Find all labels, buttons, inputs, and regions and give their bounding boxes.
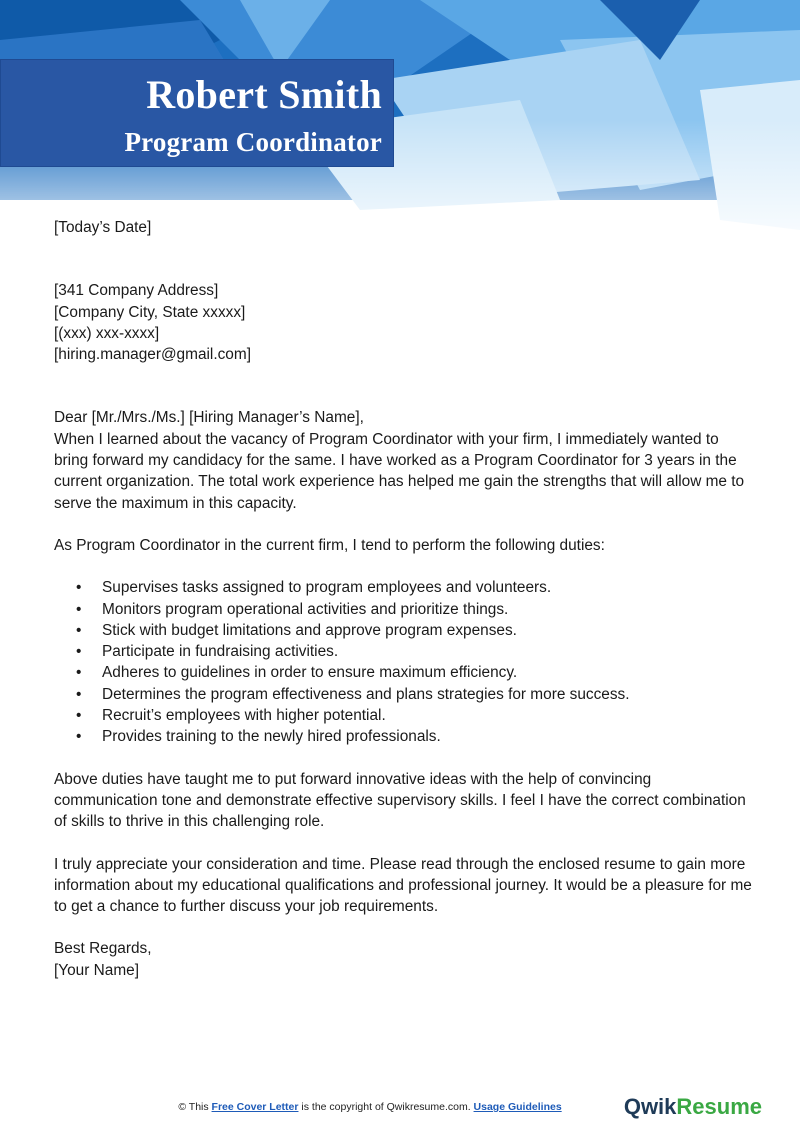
paragraph-skills: Above duties have taught me to put forward innovative ideas with the help of convincing communication tone and demonstrate effective supervisory skills. I feel I have the correct combination of skills to thrive in this challenging role. bbox=[54, 770, 746, 831]
footer-prefix: © This bbox=[178, 1101, 212, 1113]
duties-list bbox=[54, 577, 754, 747]
duty-item: • Stick with budget limitations and approve program expenses. bbox=[102, 620, 754, 641]
signature: [Your Name] bbox=[54, 961, 139, 979]
duty-item: • Supervises tasks assigned to program employees and volunteers. bbox=[102, 577, 754, 598]
address-line: [341 Company Address] bbox=[54, 282, 219, 300]
applicant-title: Program Coordinator bbox=[124, 127, 382, 157]
duty-item: • Determines the program effectiveness and plans strategies for more success. bbox=[102, 684, 754, 705]
duty-item: • Monitors program operational activities and prioritize things. bbox=[102, 599, 754, 620]
usage-guidelines-link[interactable]: Usage Guidelines bbox=[473, 1101, 562, 1113]
salutation: Dear [Mr./Mrs./Ms.] [Hiring Manager’s Name], bbox=[54, 409, 364, 427]
address-line: [(xxx) xxx-xxxx] bbox=[54, 324, 160, 342]
applicant-name: Robert Smith bbox=[146, 72, 382, 117]
logo-part-resume: Resume bbox=[676, 1094, 762, 1119]
recipient-address bbox=[54, 280, 754, 365]
duty-item: • Recruit’s employees with higher potential. bbox=[102, 705, 754, 726]
closing: Best Regards, bbox=[54, 940, 152, 958]
free-cover-letter-link[interactable]: Free Cover Letter bbox=[211, 1101, 299, 1113]
logo-part-qwik: Qwik bbox=[623, 1094, 677, 1119]
address-line: [hiring.manager@gmail.com] bbox=[54, 346, 251, 364]
footer-middle: is the copyright of Qwikresume.com. bbox=[298, 1101, 474, 1113]
qwikresume-logo bbox=[624, 1094, 762, 1120]
duty-item: • Adheres to guidelines in order to ensure maximum efficiency. bbox=[102, 662, 754, 683]
paragraph-duties-intro: As Program Coordinator in the current firm, I tend to perform the following duties: bbox=[54, 536, 605, 554]
paragraph-intro: When I learned about the vacancy of Program Coordinator with your firm, I immediately wanted to bring forward my candidacy for the same. I have worked as a Program Coordinator for 3 years in the current organization. The total work experience has helped me gain the strengths that will allow me to serve the maximum in this capacity. bbox=[54, 430, 745, 512]
duty-item: • Provides training to the newly hired professionals. bbox=[102, 726, 754, 747]
letter-date: [Today’s Date] bbox=[54, 219, 152, 236]
duty-item: • Participate in fundraising activities. bbox=[102, 641, 754, 662]
name-banner bbox=[0, 59, 394, 167]
letter-body bbox=[54, 217, 754, 981]
paragraph-closing: I truly appreciate your consideration and time. Please read through the enclosed resume to gain more information about my educational qualifications and professional journey. It would be a pleasure for me to get a chance to further discuss your job requirements. bbox=[54, 855, 752, 916]
address-line: [Company City, State xxxxx] bbox=[54, 303, 246, 321]
